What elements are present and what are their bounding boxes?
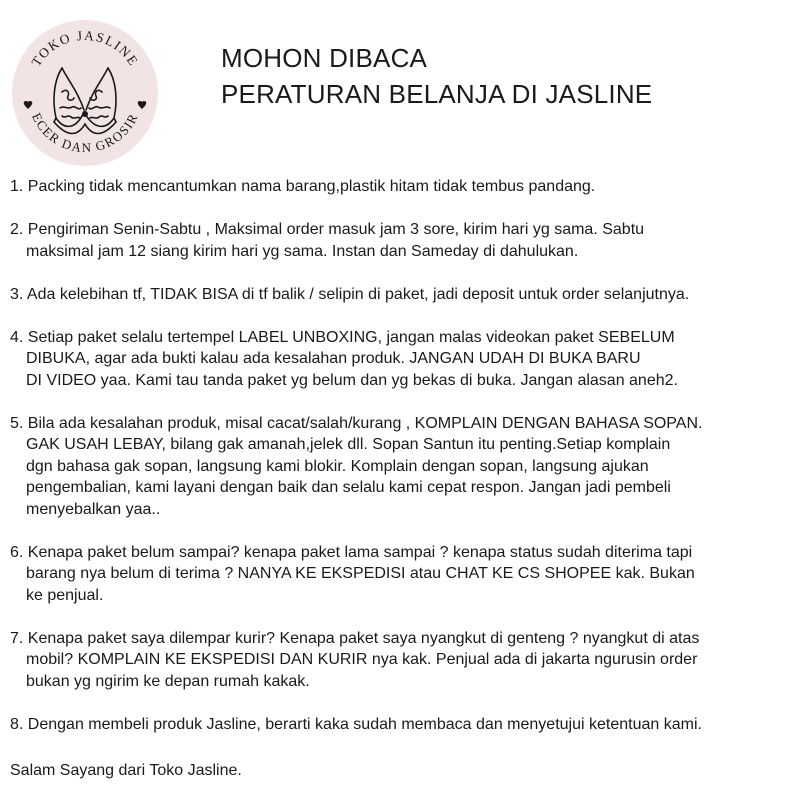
rule-line: 8. Dengan membeli produk Jasline, berarti kaka sudah membaca dan menyetujui ketentuan kami. (10, 715, 702, 733)
rule-line: GAK USAH LEBAY, bilang gak amanah,jelek dll. Sopan Santun itu penting.Setiap komplain (26, 436, 671, 453)
rule-line: 3. Ada kelebihan tf, TIDAK BISA di tf balik / selipin di paket, jadi deposit untuk order selanjutnya. (10, 285, 690, 303)
logo-bottom-text: ECER DAN GROSIR (28, 110, 142, 156)
rule-line: 2. Pengiriman Senin-Sabtu , Maksimal order masuk jam 3 sore, kirim hari yg sama. Sabtu (10, 221, 645, 238)
rule-item (10, 628, 800, 693)
rule-line: mobil? KOMPLAIN KE EKSPEDISI DAN KURIR nya kak. Penjual ada di jakarta ngurusin order (26, 651, 698, 668)
title-line-2: PERATURAN BELANJA DI JASLINE (221, 79, 653, 109)
rule-item (10, 219, 800, 262)
rule-line: barang nya belum di terima ? NANYA KE EKSPEDISI atau CHAT KE CS SHOPEE kak. Bukan (26, 565, 695, 582)
logo-top-text: TOKO JASLINE (28, 27, 142, 70)
rule-line: 5. Bila ada kesalahan produk, misal cacat/salah/kurang , KOMPLAIN DENGAN BAHASA SOPAN. (10, 414, 703, 432)
rule-line: pengembalian, kami layani dengan baik dan selalu kami cepat respon. Jangan jadi pembeli (26, 479, 671, 496)
rule-item (10, 176, 800, 198)
rule-line: bukan yg ngirim ke depan rumah kakak. (26, 672, 310, 690)
page-title (221, 40, 652, 112)
rule-item (10, 542, 800, 607)
rule-line: maksimal jam 12 siang kirim hari yg sama. Instan dan Sameday di dahulukan. (26, 242, 579, 260)
rule-line: DIBUKA, agar ada bukti kalau ada kesalahan produk. JANGAN UDAH DI BUKA BARU (26, 350, 641, 367)
rule-line: ke penjual. (26, 586, 104, 604)
rule-line: 6. Kenapa paket belum sampai? kenapa paket lama sampai ? kenapa status sudah diterima tapi (10, 543, 693, 561)
rule-line: DI VIDEO yaa. Kami tau tanda paket yg belum dan yg bekas di buka. Jangan alasan aneh2. (26, 371, 678, 389)
store-logo (12, 20, 158, 166)
rule-item (10, 327, 800, 392)
rule-line: menyebalkan yaa.. (26, 500, 161, 518)
rule-line: 1. Packing tidak mencantumkan nama barang,plastik hitam tidak tembus pandang. (10, 178, 596, 195)
rule-item (10, 284, 800, 306)
rule-line: dgn bahasa gak sopan, langsung kami blokir. Komplain dengan sopan, langsung ajukan (26, 457, 649, 475)
closing-text: Salam Sayang dari Toko Jasline. (10, 762, 242, 779)
rule-line: 4. Setiap paket selalu tertempel LABEL UNBOXING, jangan malas videokan paket SEBELUM (10, 328, 675, 346)
rules-list (10, 176, 800, 757)
title-line-1: MOHON DIBACA (221, 43, 428, 73)
rule-item (10, 714, 800, 736)
rule-item (10, 413, 800, 521)
rule-line: 7. Kenapa paket saya dilempar kurir? Kenapa paket saya nyangkut di genteng ? nyangkut di atas (10, 629, 700, 647)
